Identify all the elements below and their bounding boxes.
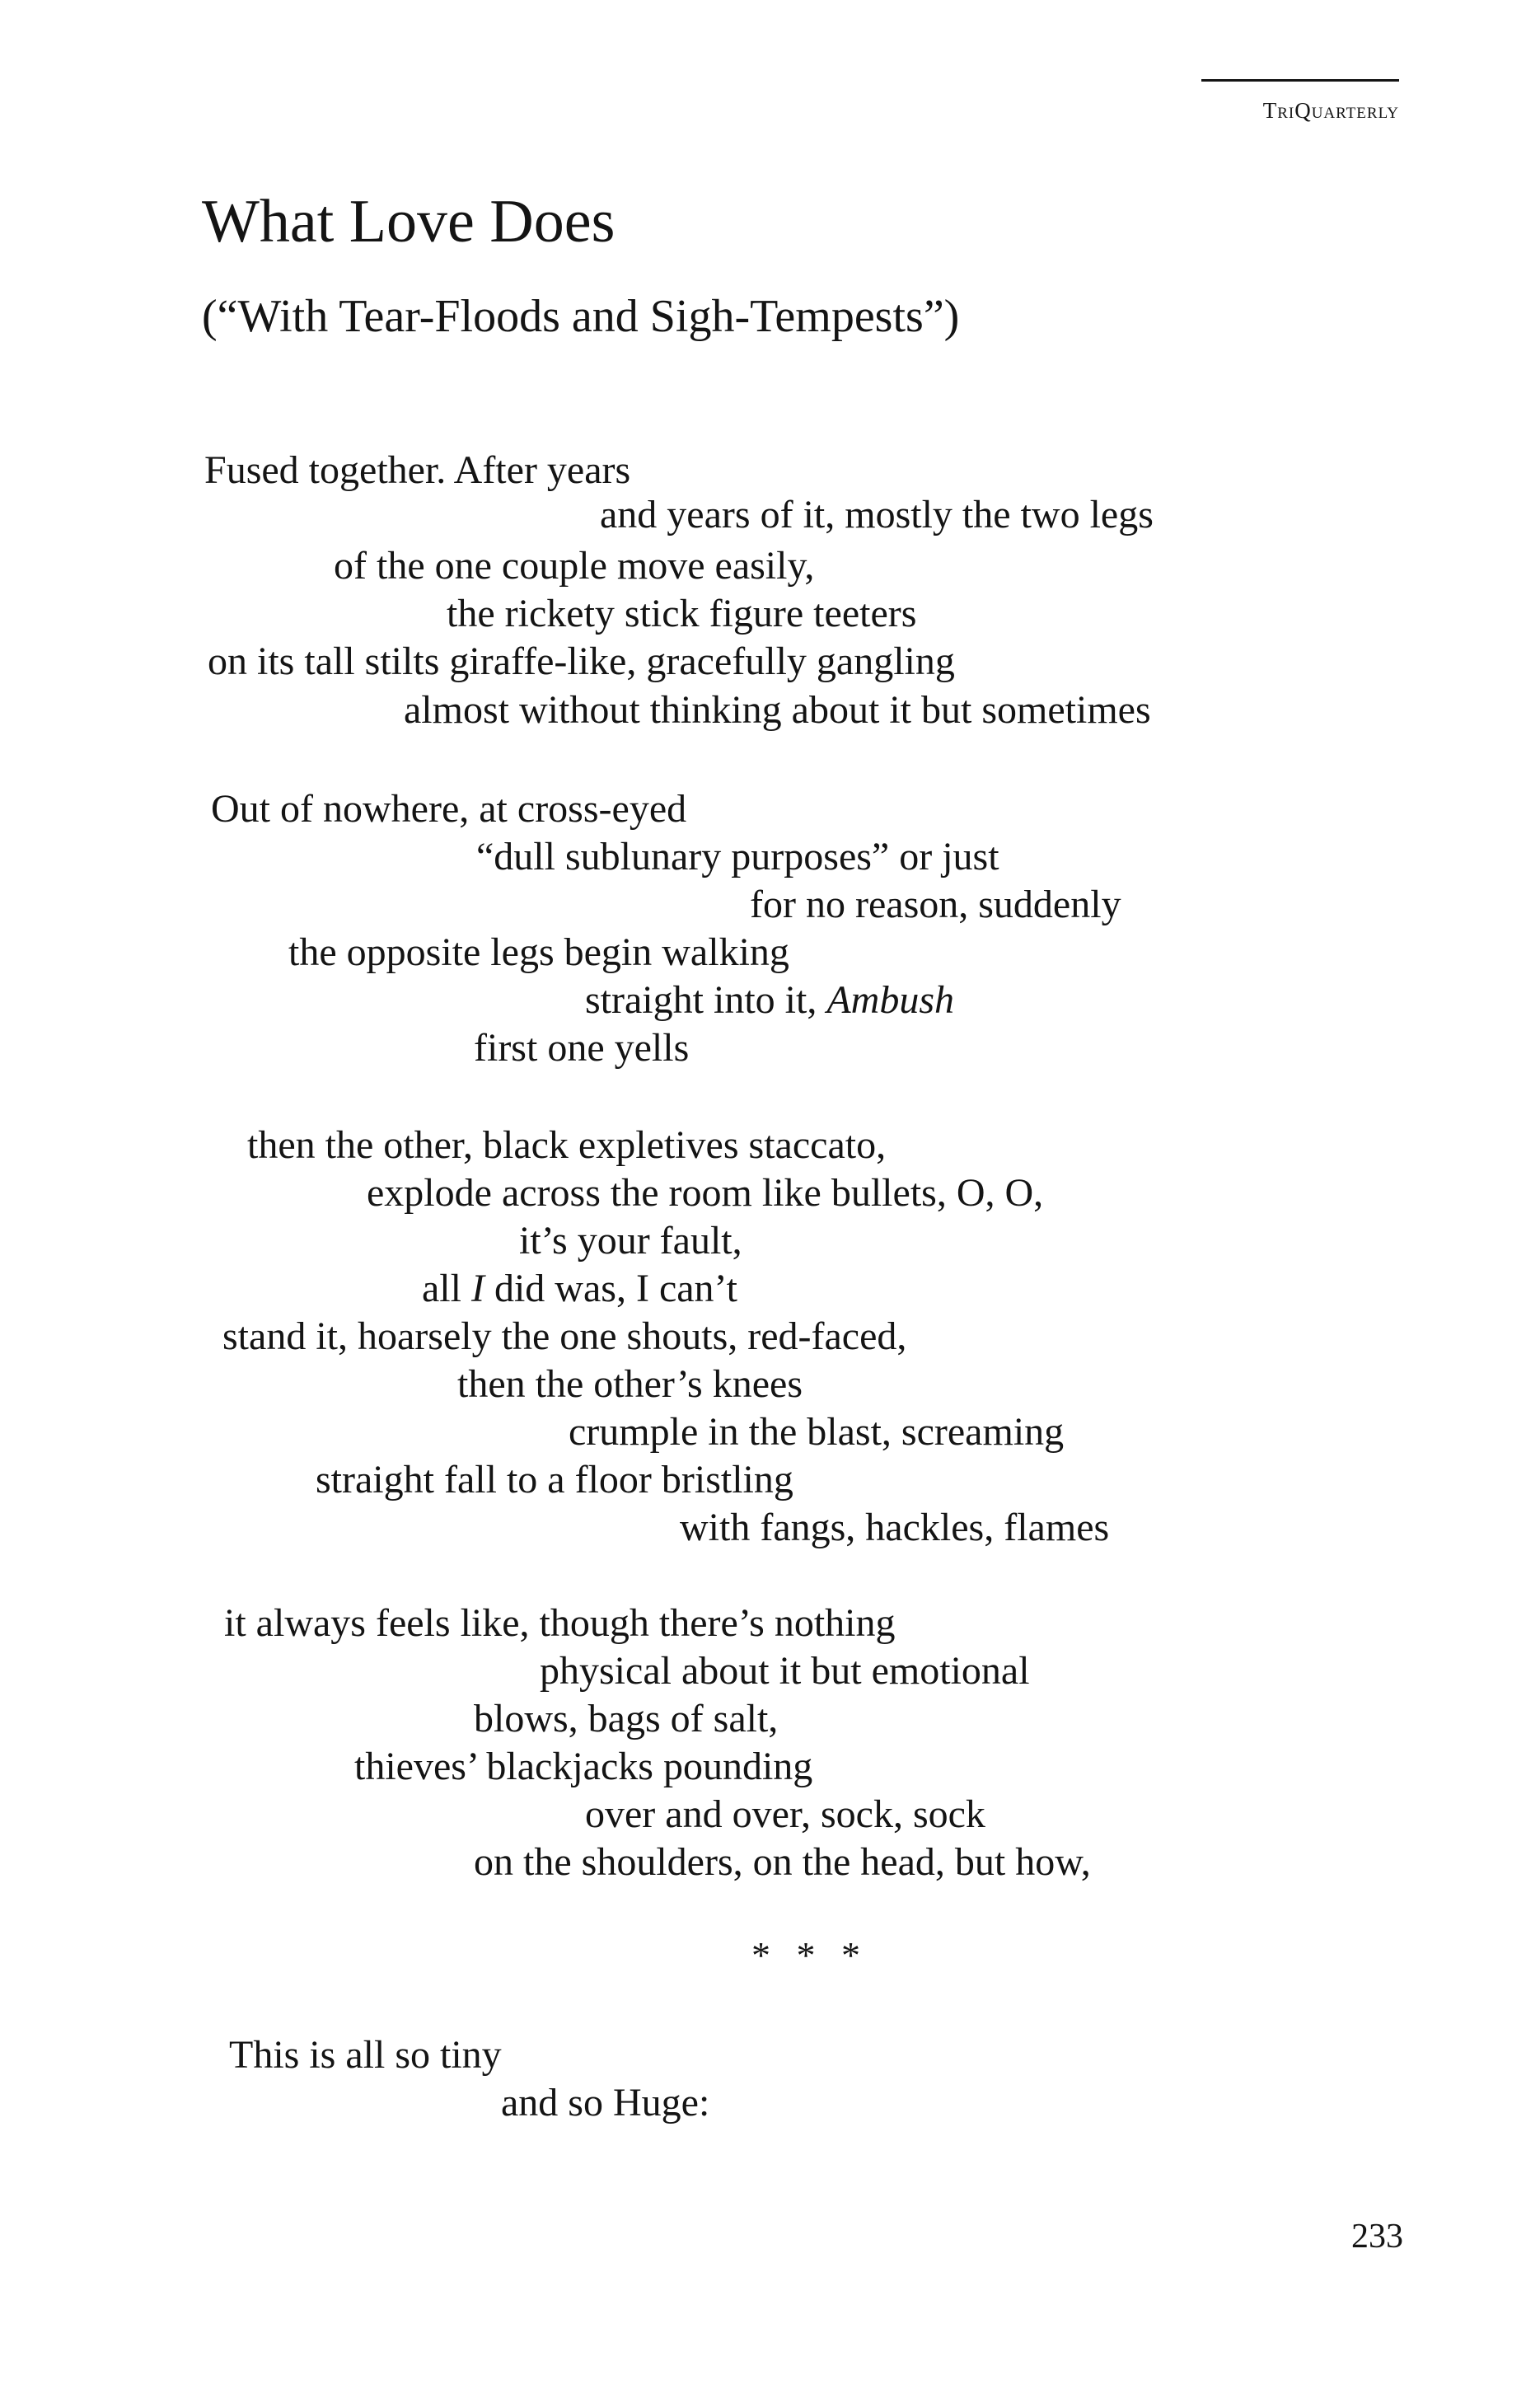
emphasis: I — [470, 1267, 484, 1310]
poem-line: blows, bags of salt, — [474, 1697, 779, 1740]
poem-line — [585, 978, 954, 1022]
poem-line: This is all so tiny — [229, 2033, 502, 2077]
poem-line-text: straight into it, Ambush — [585, 978, 954, 1022]
poem-line: “dull sublunary purposes” or just — [476, 835, 999, 878]
poem-line: with fangs, hackles, flames — [680, 1506, 1110, 1549]
running-head: TriQuarterly — [1201, 79, 1399, 124]
poem-line: explode across the room like bullets, O, O, — [367, 1171, 1044, 1215]
poem-line: on its tall stilts giraffe-like, gracefully gangling — [208, 639, 955, 683]
poem-line: almost without thinking about it but sometimes — [404, 688, 1151, 732]
poem-line: stand it, hoarsely the one shouts, red-faced, — [222, 1314, 907, 1358]
poem-line: and years of it, mostly the two legs — [600, 493, 1154, 536]
page-number: 233 — [1351, 2218, 1403, 2256]
emphasis: Ambush — [826, 978, 954, 1022]
poem-line: and so Huge: — [501, 2081, 710, 2125]
poem-line: physical about it but emotional — [540, 1649, 1030, 1693]
poem-line: first one yells — [474, 1026, 690, 1070]
poem-line: it’s your fault, — [519, 1219, 742, 1263]
poem-line: the rickety stick figure teeters — [447, 592, 917, 635]
poem-line: thieves’ blackjacks pounding — [354, 1745, 813, 1788]
poem-title: What Love Does — [202, 188, 616, 255]
poem-line: Out of nowhere, at cross-eyed — [211, 787, 687, 831]
poem-line: on the shoulders, on the head, but how, — [474, 1840, 1091, 1884]
poem-line: the opposite legs begin walking — [288, 930, 789, 974]
poem-line: straight fall to a floor bristling — [316, 1458, 793, 1501]
poem-subtitle: (“With Tear-Floods and Sigh-Tempests”) — [202, 291, 960, 342]
poem-line: all I did was, I can’t — [422, 1267, 737, 1310]
poem-line: over and over, sock, sock — [585, 1792, 985, 1836]
poem-line: for no reason, suddenly — [750, 883, 1121, 926]
poem-line: of the one couple move easily, — [334, 544, 815, 588]
poem-line: Fused together. After years — [204, 448, 631, 492]
section-break: * * * — [751, 1934, 868, 1976]
poem-line: crumple in the blast, screaming — [569, 1410, 1065, 1454]
poem-line: it always feels like, though there’s nothing — [224, 1601, 896, 1645]
poem-line: then the other’s knees — [457, 1362, 803, 1406]
poem-line: then the other, black expletives staccato, — [247, 1123, 887, 1167]
